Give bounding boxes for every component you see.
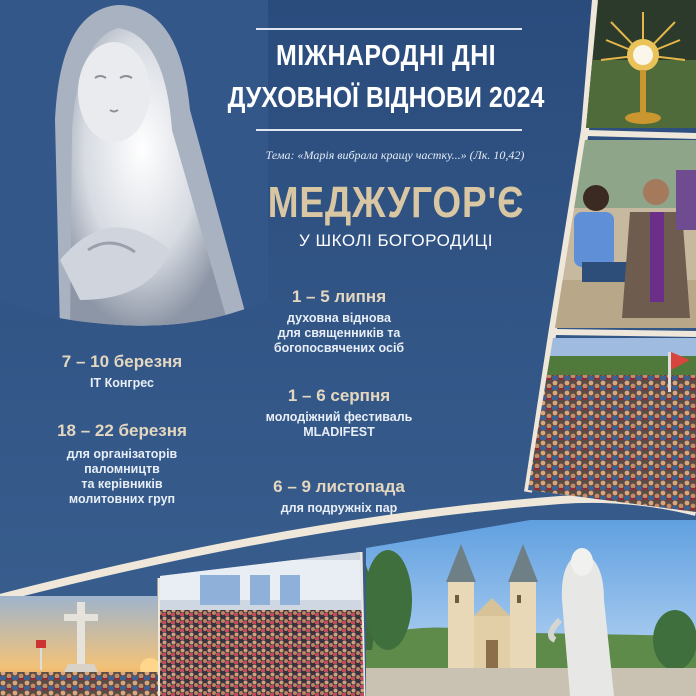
title-bottom-line <box>256 129 522 131</box>
title-line-2 <box>223 82 550 115</box>
event-desc-line: богопосвячених осіб <box>273 341 405 355</box>
title-top-line <box>256 28 522 30</box>
event-date: 1 – 6 серпня <box>287 386 391 405</box>
event-date: 6 – 9 листопада <box>273 477 405 496</box>
event-desc-line: та керівників <box>81 477 163 491</box>
event-priests <box>236 287 442 356</box>
event-mladifest <box>236 386 442 440</box>
event-desc-line: для організаторів <box>66 447 178 461</box>
madonna-statue-image <box>0 0 268 330</box>
cross-mountain-sunset-photo <box>0 596 160 696</box>
city-title: МЕДЖУГОР'Є <box>267 178 525 227</box>
title-line-2-text: ДУХОВНОЇ ВІДНОВИ <box>227 82 482 114</box>
event-desc-line: для подружніх пар <box>280 501 398 515</box>
event-it-congress <box>22 352 222 391</box>
event-desc-line: духовна віднова <box>287 311 391 325</box>
church-and-statue-photo <box>364 518 696 696</box>
title-line-1: МІЖНАРОДНІ ДНІ <box>275 40 496 72</box>
event-date: 7 – 10 березня <box>61 352 183 371</box>
event-desc-line: паломництв <box>84 462 160 476</box>
subtitle: У ШКОЛІ БОГОРОДИЦІ <box>299 231 493 250</box>
event-couples <box>236 477 442 516</box>
event-desc-line: MLADIFEST <box>303 425 375 439</box>
event-desc-line: для священників та <box>277 326 401 340</box>
theme-text: Тема: «Марія вибрала кращу частку...» (Лк. 10,42) <box>265 148 525 162</box>
event-desc-line: молодіжний фестиваль <box>265 410 413 424</box>
event-desc: ІТ Конгрес <box>90 376 154 390</box>
event-date: 1 – 5 липня <box>291 287 387 306</box>
youth-crowd-photo <box>528 336 696 516</box>
title-year: 2024 <box>488 82 545 114</box>
event-date: 18 – 22 березня <box>57 421 187 440</box>
monstrance-photo <box>586 0 696 128</box>
event-organizers <box>12 421 232 507</box>
event-desc-line: молитовних груп <box>68 492 176 506</box>
